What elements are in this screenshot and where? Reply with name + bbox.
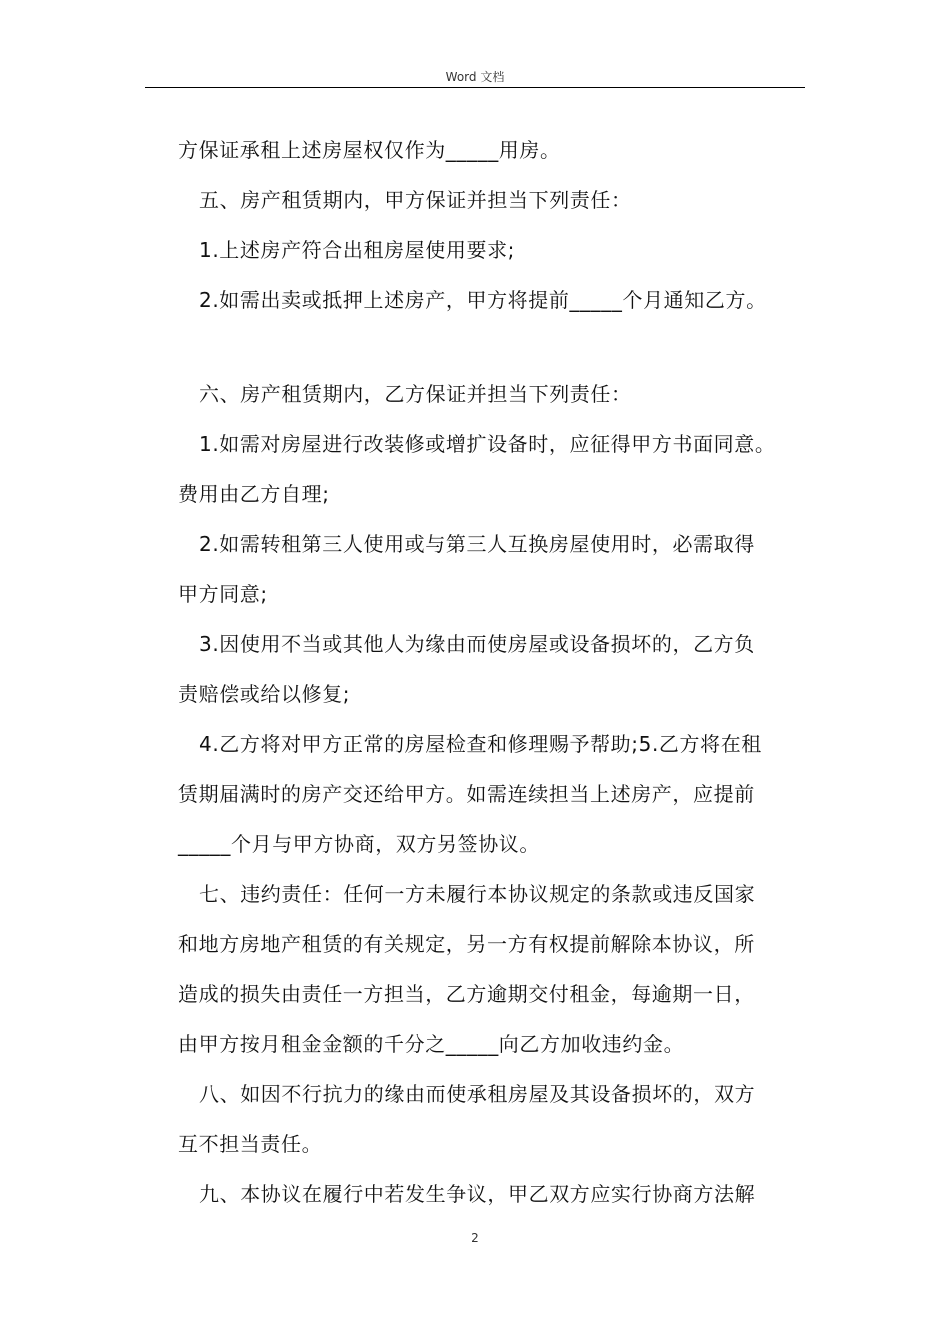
paragraph-line: 五、房产租赁期内，甲方保证并担当下列责任： — [199, 188, 632, 212]
paragraph-line: 九、本协议在履行中若发生争议，甲乙双方应实行协商方法解 — [199, 1182, 756, 1206]
paragraph-line: 1.上述房产符合出租房屋使用要求; — [199, 238, 516, 262]
page-header-title: Word 文档 — [445, 70, 505, 84]
paragraph-line: 3.因使用不当或其他人为缘由而使房屋或设备损坏的，乙方负 — [199, 632, 755, 656]
paragraph-line: 和地方房地产租赁的有关规定，另一方有权提前解除本协议，所 — [178, 932, 755, 956]
paragraph-line: _____个月与甲方协商，双方另签协议。 — [178, 832, 540, 856]
paragraph-line: 七、违约责任：任何一方未履行本协议规定的条款或违反国家 — [199, 882, 756, 906]
paragraph-line: 甲方同意; — [178, 582, 268, 606]
paragraph-line: 2.如需转租第三人使用或与第三人互换房屋使用时，必需取得 — [199, 532, 755, 556]
paragraph-line: 互不担当责任。 — [178, 1132, 323, 1156]
paragraph-line: 费用由乙方自理; — [178, 482, 330, 506]
paragraph-line: 4.乙方将对甲方正常的房屋检查和修理赐予帮助;5.乙方将在租 — [199, 732, 762, 756]
paragraph-line: 造成的损失由责任一方担当，乙方逾期交付租金，每逾期一日， — [178, 982, 755, 1006]
paragraph-line: 赁期届满时的房产交还给甲方。如需连续担当上述房产，应提前 — [178, 782, 755, 806]
header-divider — [145, 87, 805, 88]
paragraph-line: 责赔偿或给以修复; — [178, 682, 351, 706]
paragraph-line: 2.如需出卖或抵押上述房产，甲方将提前_____个月通知乙方。 — [199, 288, 767, 312]
document-body — [178, 125, 808, 1219]
paragraph-line: 方保证承租上述房屋权仅作为_____用房。 — [178, 138, 561, 162]
paragraph-gap — [178, 325, 808, 369]
paragraph-line: 由甲方按月租金金额的千分之_____向乙方加收违约金。 — [178, 1032, 685, 1056]
paragraph-line: 六、房产租赁期内，乙方保证并担当下列责任： — [199, 382, 632, 406]
page-number: 2 — [471, 1231, 479, 1245]
paragraph-line: 八、如因不行抗力的缘由而使承租房屋及其设备损坏的，双方 — [199, 1082, 756, 1106]
paragraph-line: 1.如需对房屋进行改装修或增扩设备时，应征得甲方书面同意。 — [199, 432, 776, 456]
